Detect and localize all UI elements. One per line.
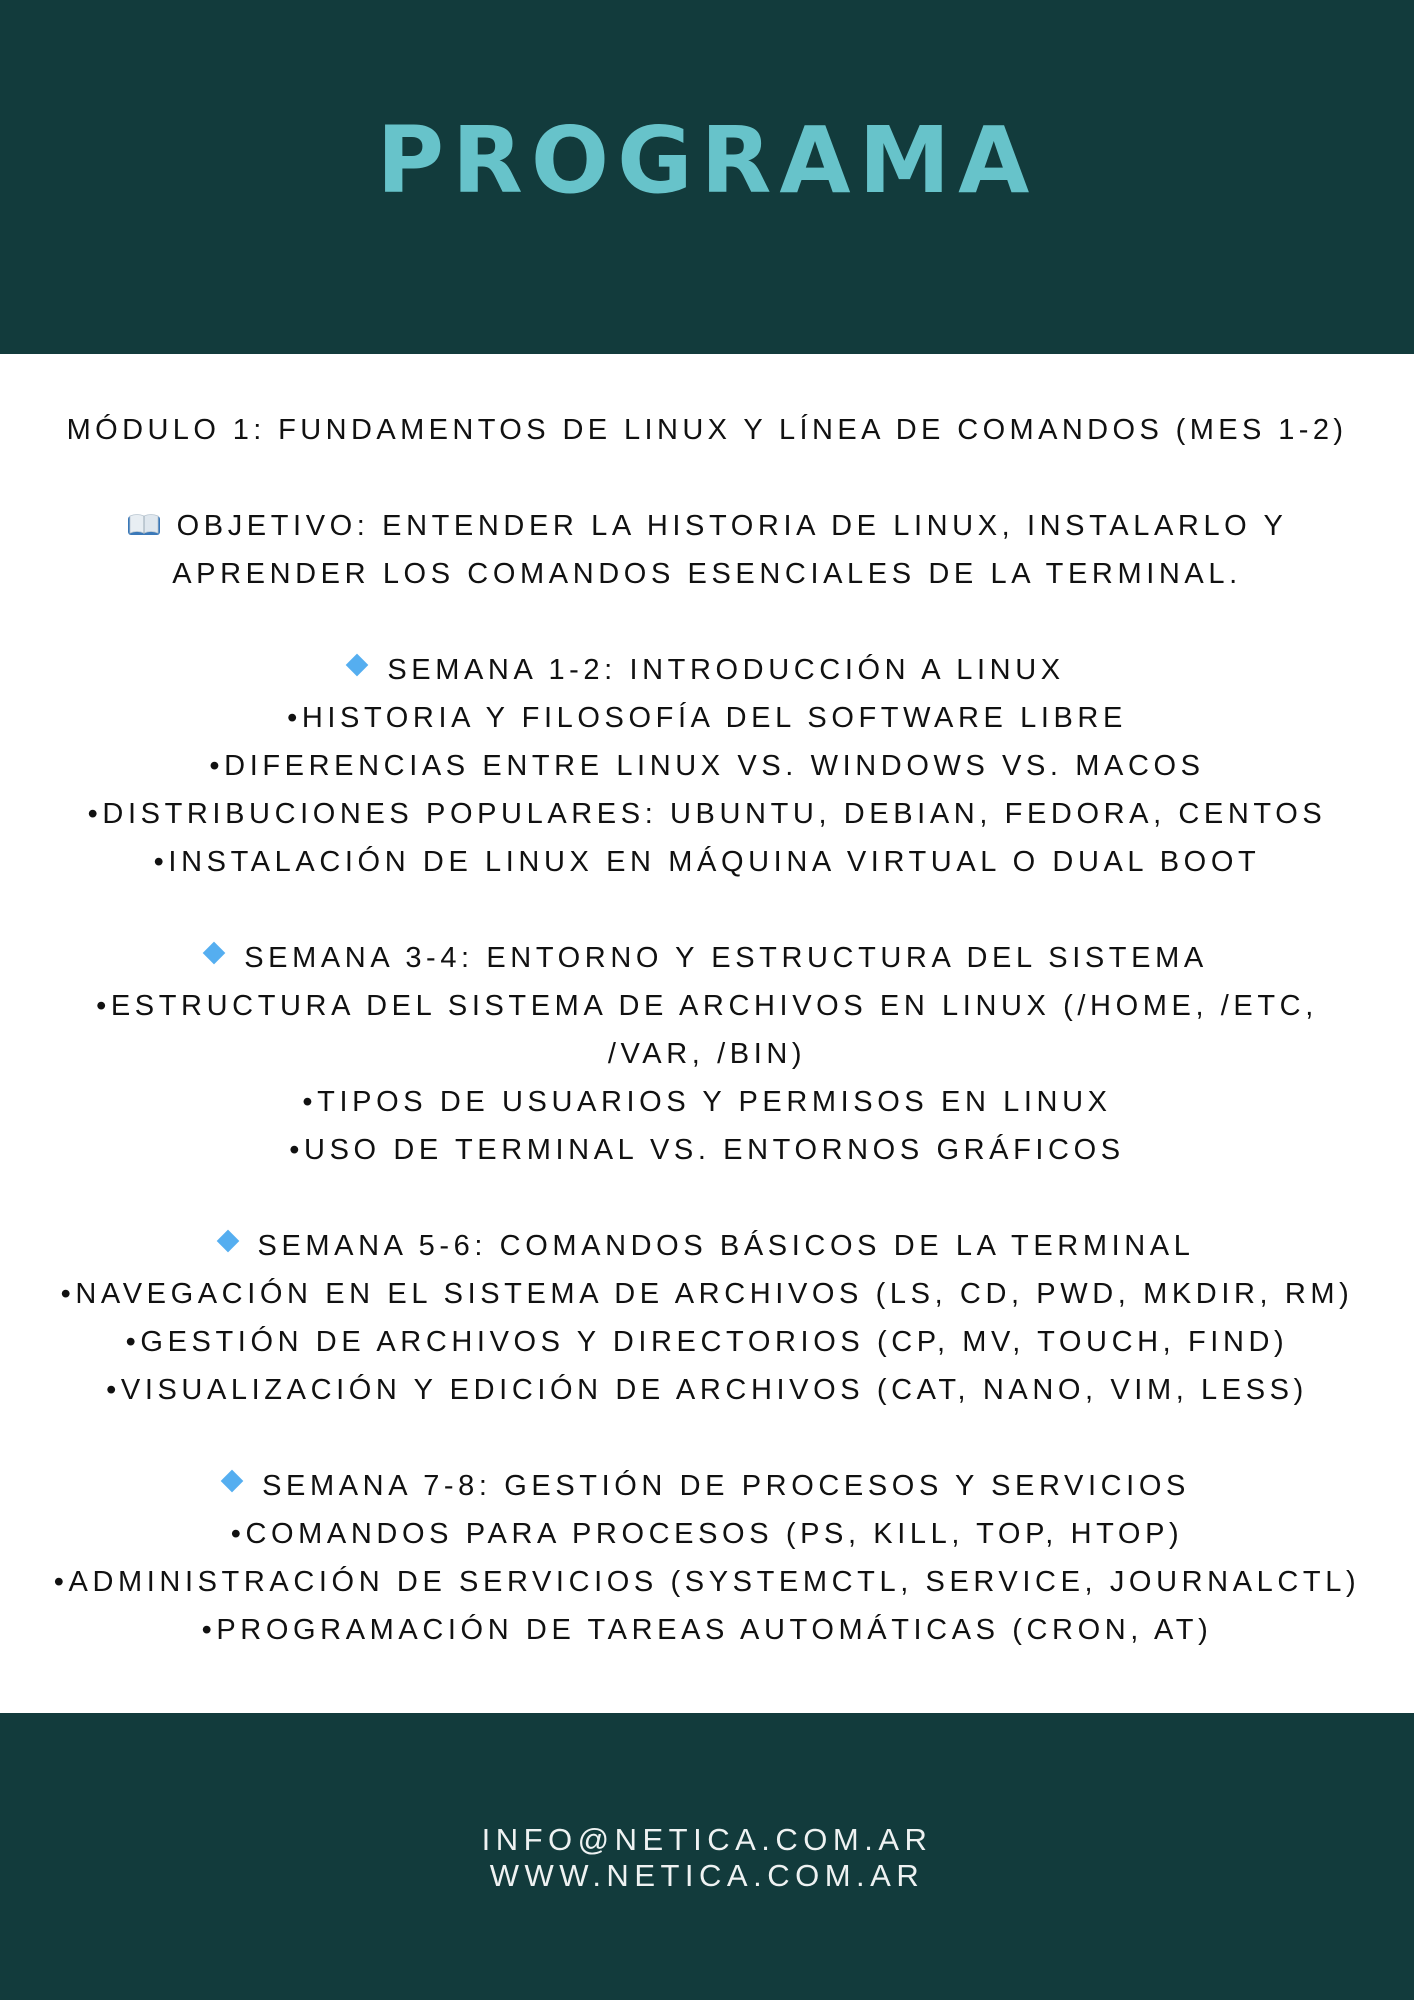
open-book-icon: [127, 513, 161, 537]
list-item: •GESTIÓN DE ARCHIVOS Y DIRECTORIOS (CP, MV, TOUCH, FIND): [125, 1326, 1289, 1358]
blue-diamond-icon: [216, 1230, 239, 1253]
week-heading-4: [0, 1462, 1414, 1510]
list-item: •ADMINISTRACIÓN DE SERVICIOS (SYSTEMCTL, SERVICE, JOURNALCTL): [53, 1566, 1361, 1598]
header-banner: [0, 0, 1414, 354]
module-content: [0, 406, 1414, 1654]
contact-info: [0, 1822, 1414, 1894]
week-heading-2: [0, 934, 1414, 982]
blue-diamond-icon: [221, 1470, 244, 1493]
list-item-continuation: /VAR, /BIN): [607, 1038, 807, 1070]
list-item: •NAVEGACIÓN EN EL SISTEMA DE ARCHIVOS (LS, CD, PWD, MKDIR, RM): [60, 1278, 1354, 1310]
week-title: SEMANA 5-6: COMANDOS BÁSICOS DE LA TERMINAL: [257, 1230, 1195, 1262]
spacer: [0, 1414, 1414, 1462]
objective-line-2: APRENDER LOS COMANDOS ESENCIALES DE LA TERMINAL.: [172, 558, 1242, 590]
email-link[interactable]: INFO@NETICA.COM.AR: [481, 1822, 933, 1857]
page-title: PROGRAMA: [376, 106, 1038, 214]
blue-diamond-icon: [203, 942, 226, 965]
week-heading-3: [0, 1222, 1414, 1270]
list-item: •PROGRAMACIÓN DE TAREAS AUTOMÁTICAS (CRON, AT): [201, 1614, 1213, 1646]
website-link[interactable]: WWW.NETICA.COM.AR: [489, 1858, 925, 1893]
module-title: MÓDULO 1: FUNDAMENTOS DE LINUX Y LÍNEA DE COMANDOS (MES 1-2): [66, 414, 1348, 446]
list-item: •USO DE TERMINAL VS. ENTORNOS GRÁFICOS: [289, 1134, 1125, 1166]
week-title: SEMANA 3-4: ENTORNO Y ESTRUCTURA DEL SISTEMA: [244, 942, 1208, 974]
blue-diamond-icon: [346, 654, 369, 677]
list-item: •ESTRUCTURA DEL SISTEMA DE ARCHIVOS EN LINUX (/HOME, /ETC,: [96, 990, 1318, 1022]
list-item: •DISTRIBUCIONES POPULARES: UBUNTU, DEBIAN, FEDORA, CENTOS: [87, 798, 1327, 830]
list-item: •TIPOS DE USUARIOS Y PERMISOS EN LINUX: [302, 1086, 1112, 1118]
spacer: [0, 454, 1414, 502]
week-title: SEMANA 7-8: GESTIÓN DE PROCESOS Y SERVICIOS: [262, 1470, 1190, 1502]
objective-text-1: OBJETIVO: ENTENDER LA HISTORIA DE LINUX, INSTALARLO Y: [176, 510, 1288, 542]
list-item: •HISTORIA Y FILOSOFÍA DEL SOFTWARE LIBRE: [287, 702, 1127, 734]
spacer: [0, 598, 1414, 646]
list-item: •VISUALIZACIÓN Y EDICIÓN DE ARCHIVOS (CAT, NANO, VIM, LESS): [106, 1374, 1308, 1406]
footer-banner: [0, 1713, 1414, 2000]
list-item: •INSTALACIÓN DE LINUX EN MÁQUINA VIRTUAL O DUAL BOOT: [153, 846, 1261, 878]
objective-line-1: [0, 502, 1414, 550]
week-heading-1: [0, 646, 1414, 694]
spacer: [0, 1174, 1414, 1222]
week-title: SEMANA 1-2: INTRODUCCIÓN A LINUX: [387, 654, 1065, 686]
spacer: [0, 886, 1414, 934]
list-item: •COMANDOS PARA PROCESOS (PS, KILL, TOP, HTOP): [230, 1518, 1184, 1550]
list-item: •DIFERENCIAS ENTRE LINUX VS. WINDOWS VS. MACOS: [209, 750, 1205, 782]
